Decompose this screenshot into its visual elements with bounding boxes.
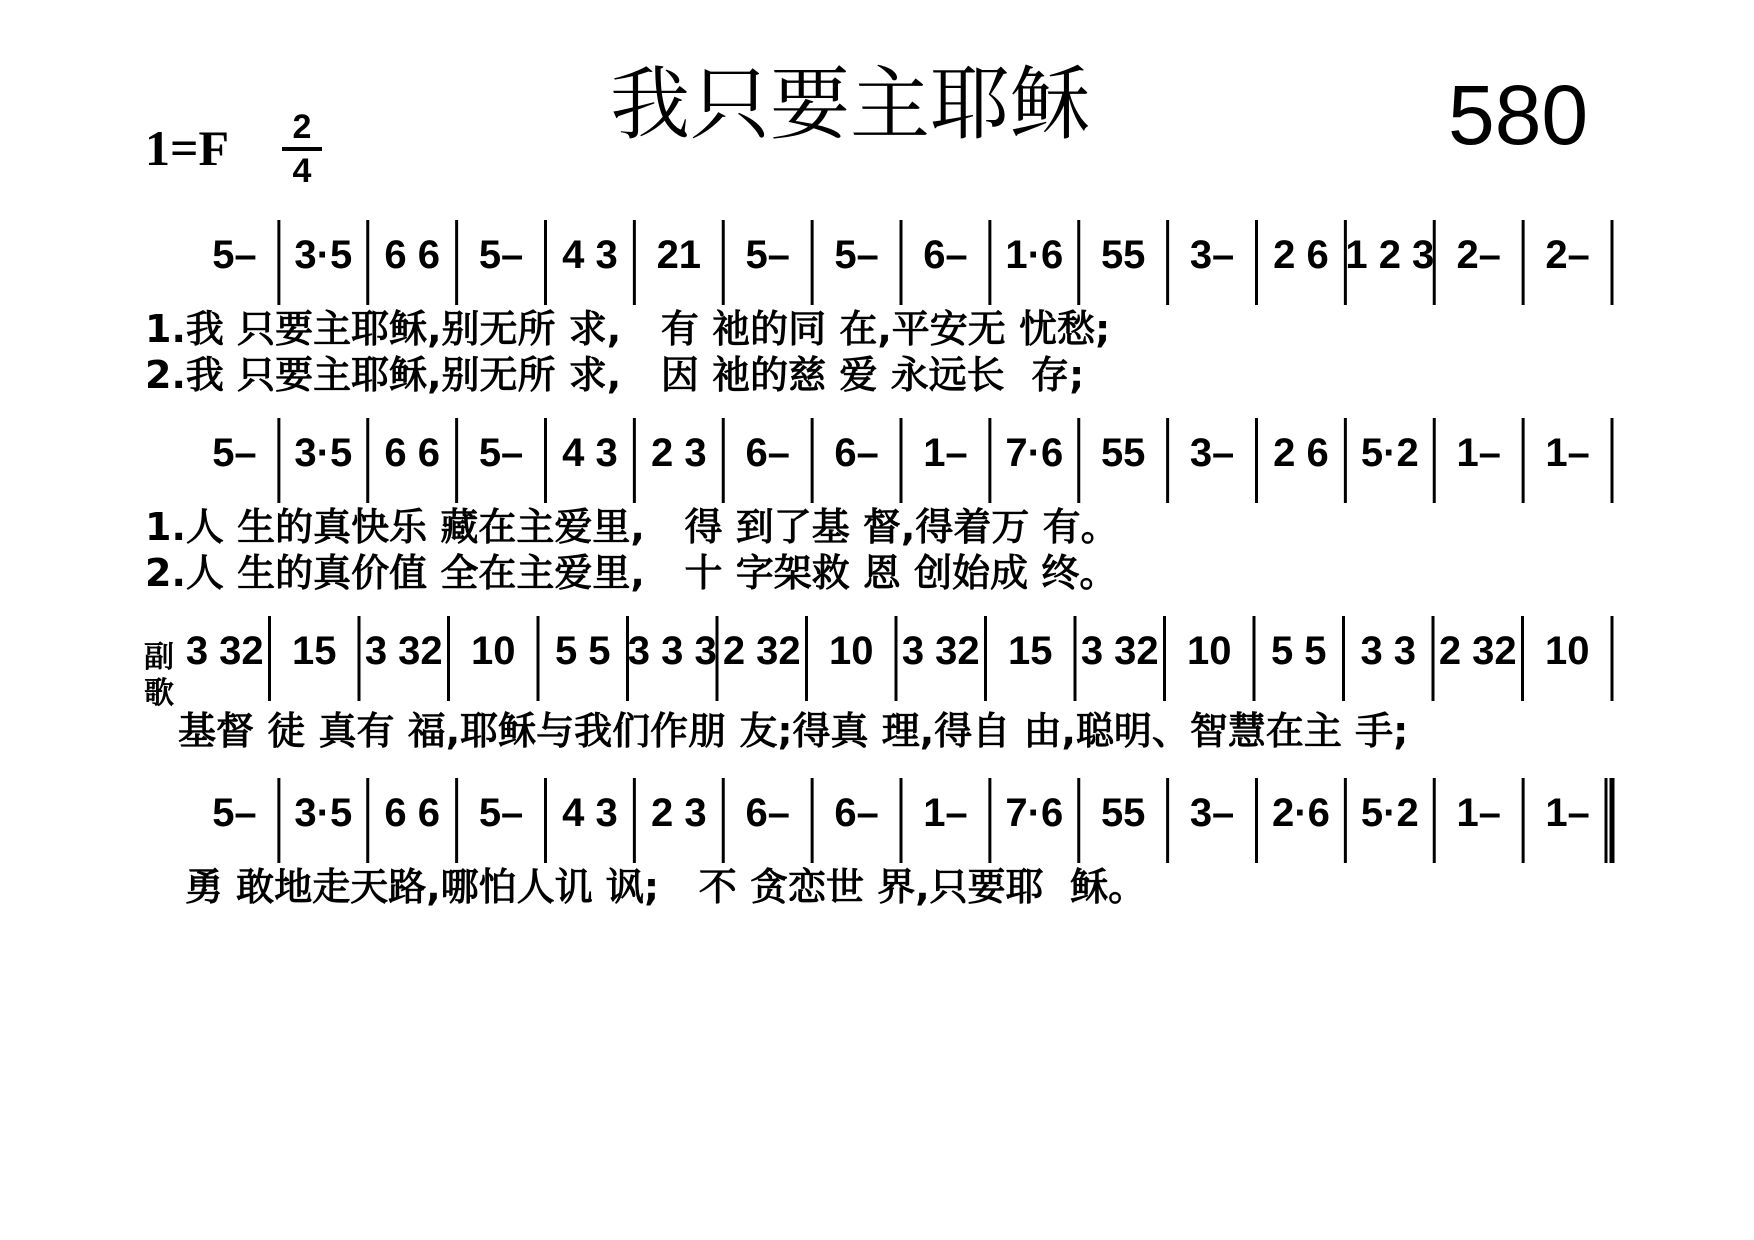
measure-notes: 2 6	[1273, 431, 1329, 475]
measure-notes: 1 2 3	[1345, 233, 1435, 277]
measure-notes: 5–	[212, 233, 257, 277]
lyric-line-4: 勇 敢地走天路,哪怕人讥 讽; 不 贪恋世 界,只要耶 稣。	[185, 865, 1147, 909]
score-line-3-chorus	[0, 606, 1754, 716]
measure-notes: 15	[1008, 629, 1053, 673]
measure-notes: 2 3	[651, 431, 707, 475]
measure-notes: 5 5	[1270, 629, 1327, 673]
measure-notes: 2–	[1456, 233, 1501, 277]
score-svg	[0, 606, 1754, 716]
chorus-label: 副歌	[144, 640, 174, 711]
score-line-1	[0, 210, 1754, 320]
measure-notes: 3–	[1189, 431, 1235, 475]
measure-notes: 15	[292, 629, 337, 673]
measure-notes: 6–	[834, 431, 879, 475]
measure-notes: 5 5	[554, 629, 611, 673]
measure-notes: 2–	[1545, 233, 1590, 277]
measure-notes: 3–	[1189, 233, 1235, 277]
measure-notes: 6 6	[384, 233, 440, 277]
measure-notes: 1–	[923, 791, 968, 835]
measure-notes: 4 3	[562, 233, 618, 277]
measure-notes: 3–	[1189, 791, 1235, 835]
measure-notes: 55	[1100, 431, 1146, 475]
measure-notes: 4 3	[562, 431, 618, 475]
lyric-line-2-verse-2: 2.人 生的真价值 全在主爱里, 十 字架救 恩 创始成 终。	[145, 551, 1118, 595]
measure-notes: 2 6	[1273, 233, 1329, 277]
measure-notes: 5–	[478, 431, 524, 475]
measure-notes: 7·6	[1005, 431, 1064, 475]
measure-notes: 1–	[1456, 431, 1501, 475]
measure-notes: 3 3	[1360, 629, 1417, 673]
measure-notes: 6–	[834, 791, 879, 835]
lyric-line-2-verse-1: 1.人 生的真快乐 藏在主爱里, 得 到了基 督,得着万 有。	[145, 505, 1119, 549]
measure-notes: 10	[829, 629, 874, 673]
key-signature: 1=F	[145, 120, 230, 176]
measure-notes: 5·2	[1360, 791, 1419, 835]
measure-notes: 3 32	[1080, 629, 1159, 673]
time-signature-line	[282, 147, 322, 151]
measure-notes: 5–	[212, 431, 257, 475]
measure-notes: 1–	[1545, 431, 1590, 475]
score-svg	[0, 408, 1754, 518]
time-signature-bottom: 4	[292, 152, 312, 190]
measure-notes: 6–	[923, 233, 968, 277]
lyric-line-1-verse-2: 2.我 只要主耶稣,别无所 求, 因 祂的慈 爱 永远长 存;	[145, 353, 1085, 397]
measure-notes: 2 3	[651, 791, 707, 835]
score-svg	[0, 210, 1754, 320]
measure-notes: 2 32	[1438, 629, 1517, 673]
measure-notes: 5–	[212, 791, 257, 835]
measure-notes: 55	[1100, 233, 1146, 277]
measure-notes: 2·6	[1272, 791, 1330, 835]
measure-notes: 4 3	[562, 791, 618, 835]
measure-notes: 5·2	[1360, 431, 1419, 475]
score-line-2	[0, 408, 1754, 518]
measure-notes: 21	[656, 233, 702, 277]
measure-notes: 5–	[834, 233, 879, 277]
time-signature-top: 2	[292, 108, 312, 146]
measure-notes: 2 32	[722, 629, 801, 673]
measure-notes: 6 6	[384, 791, 440, 835]
measure-notes: 5–	[745, 233, 790, 277]
measure-notes: 3 3 3	[627, 629, 717, 673]
measure-notes: 10	[1545, 629, 1590, 673]
score-svg	[0, 768, 1754, 878]
hymn-number: 580	[1448, 68, 1589, 162]
measure-notes: 10	[471, 629, 516, 673]
measure-notes: 3 32	[185, 629, 264, 673]
score-line-4	[0, 768, 1754, 878]
measure-notes: 5–	[478, 233, 524, 277]
measure-notes: 3·5	[294, 791, 353, 835]
measure-notes: 6–	[745, 431, 790, 475]
measure-notes: 1·6	[1005, 233, 1064, 277]
measure-notes: 3 32	[901, 629, 980, 673]
lyric-line-1-verse-1: 1.我 只要主耶稣,别无所 求, 有 祂的同 在,平安无 忧愁;	[145, 307, 1111, 351]
time-signature	[280, 108, 324, 190]
measure-notes: 6–	[745, 791, 790, 835]
measure-notes: 1–	[923, 431, 968, 475]
measure-notes: 1–	[1545, 791, 1590, 835]
measure-notes: 55	[1100, 791, 1146, 835]
measure-notes: 3·5	[294, 233, 353, 277]
measure-notes: 7·6	[1005, 791, 1064, 835]
measure-notes: 6 6	[384, 431, 440, 475]
measure-notes: 5–	[478, 791, 524, 835]
lyric-line-3-chorus: 基督 徒 真有 福,耶稣与我们作朋 友;得真 理,得自 由,聪明、智慧在主 手;	[178, 709, 1409, 753]
measure-notes: 3·5	[294, 431, 353, 475]
measure-notes: 10	[1187, 629, 1232, 673]
measure-notes: 1–	[1456, 791, 1501, 835]
measure-notes: 3 32	[364, 629, 443, 673]
hymn-title: 我只要主耶稣	[610, 58, 1090, 151]
